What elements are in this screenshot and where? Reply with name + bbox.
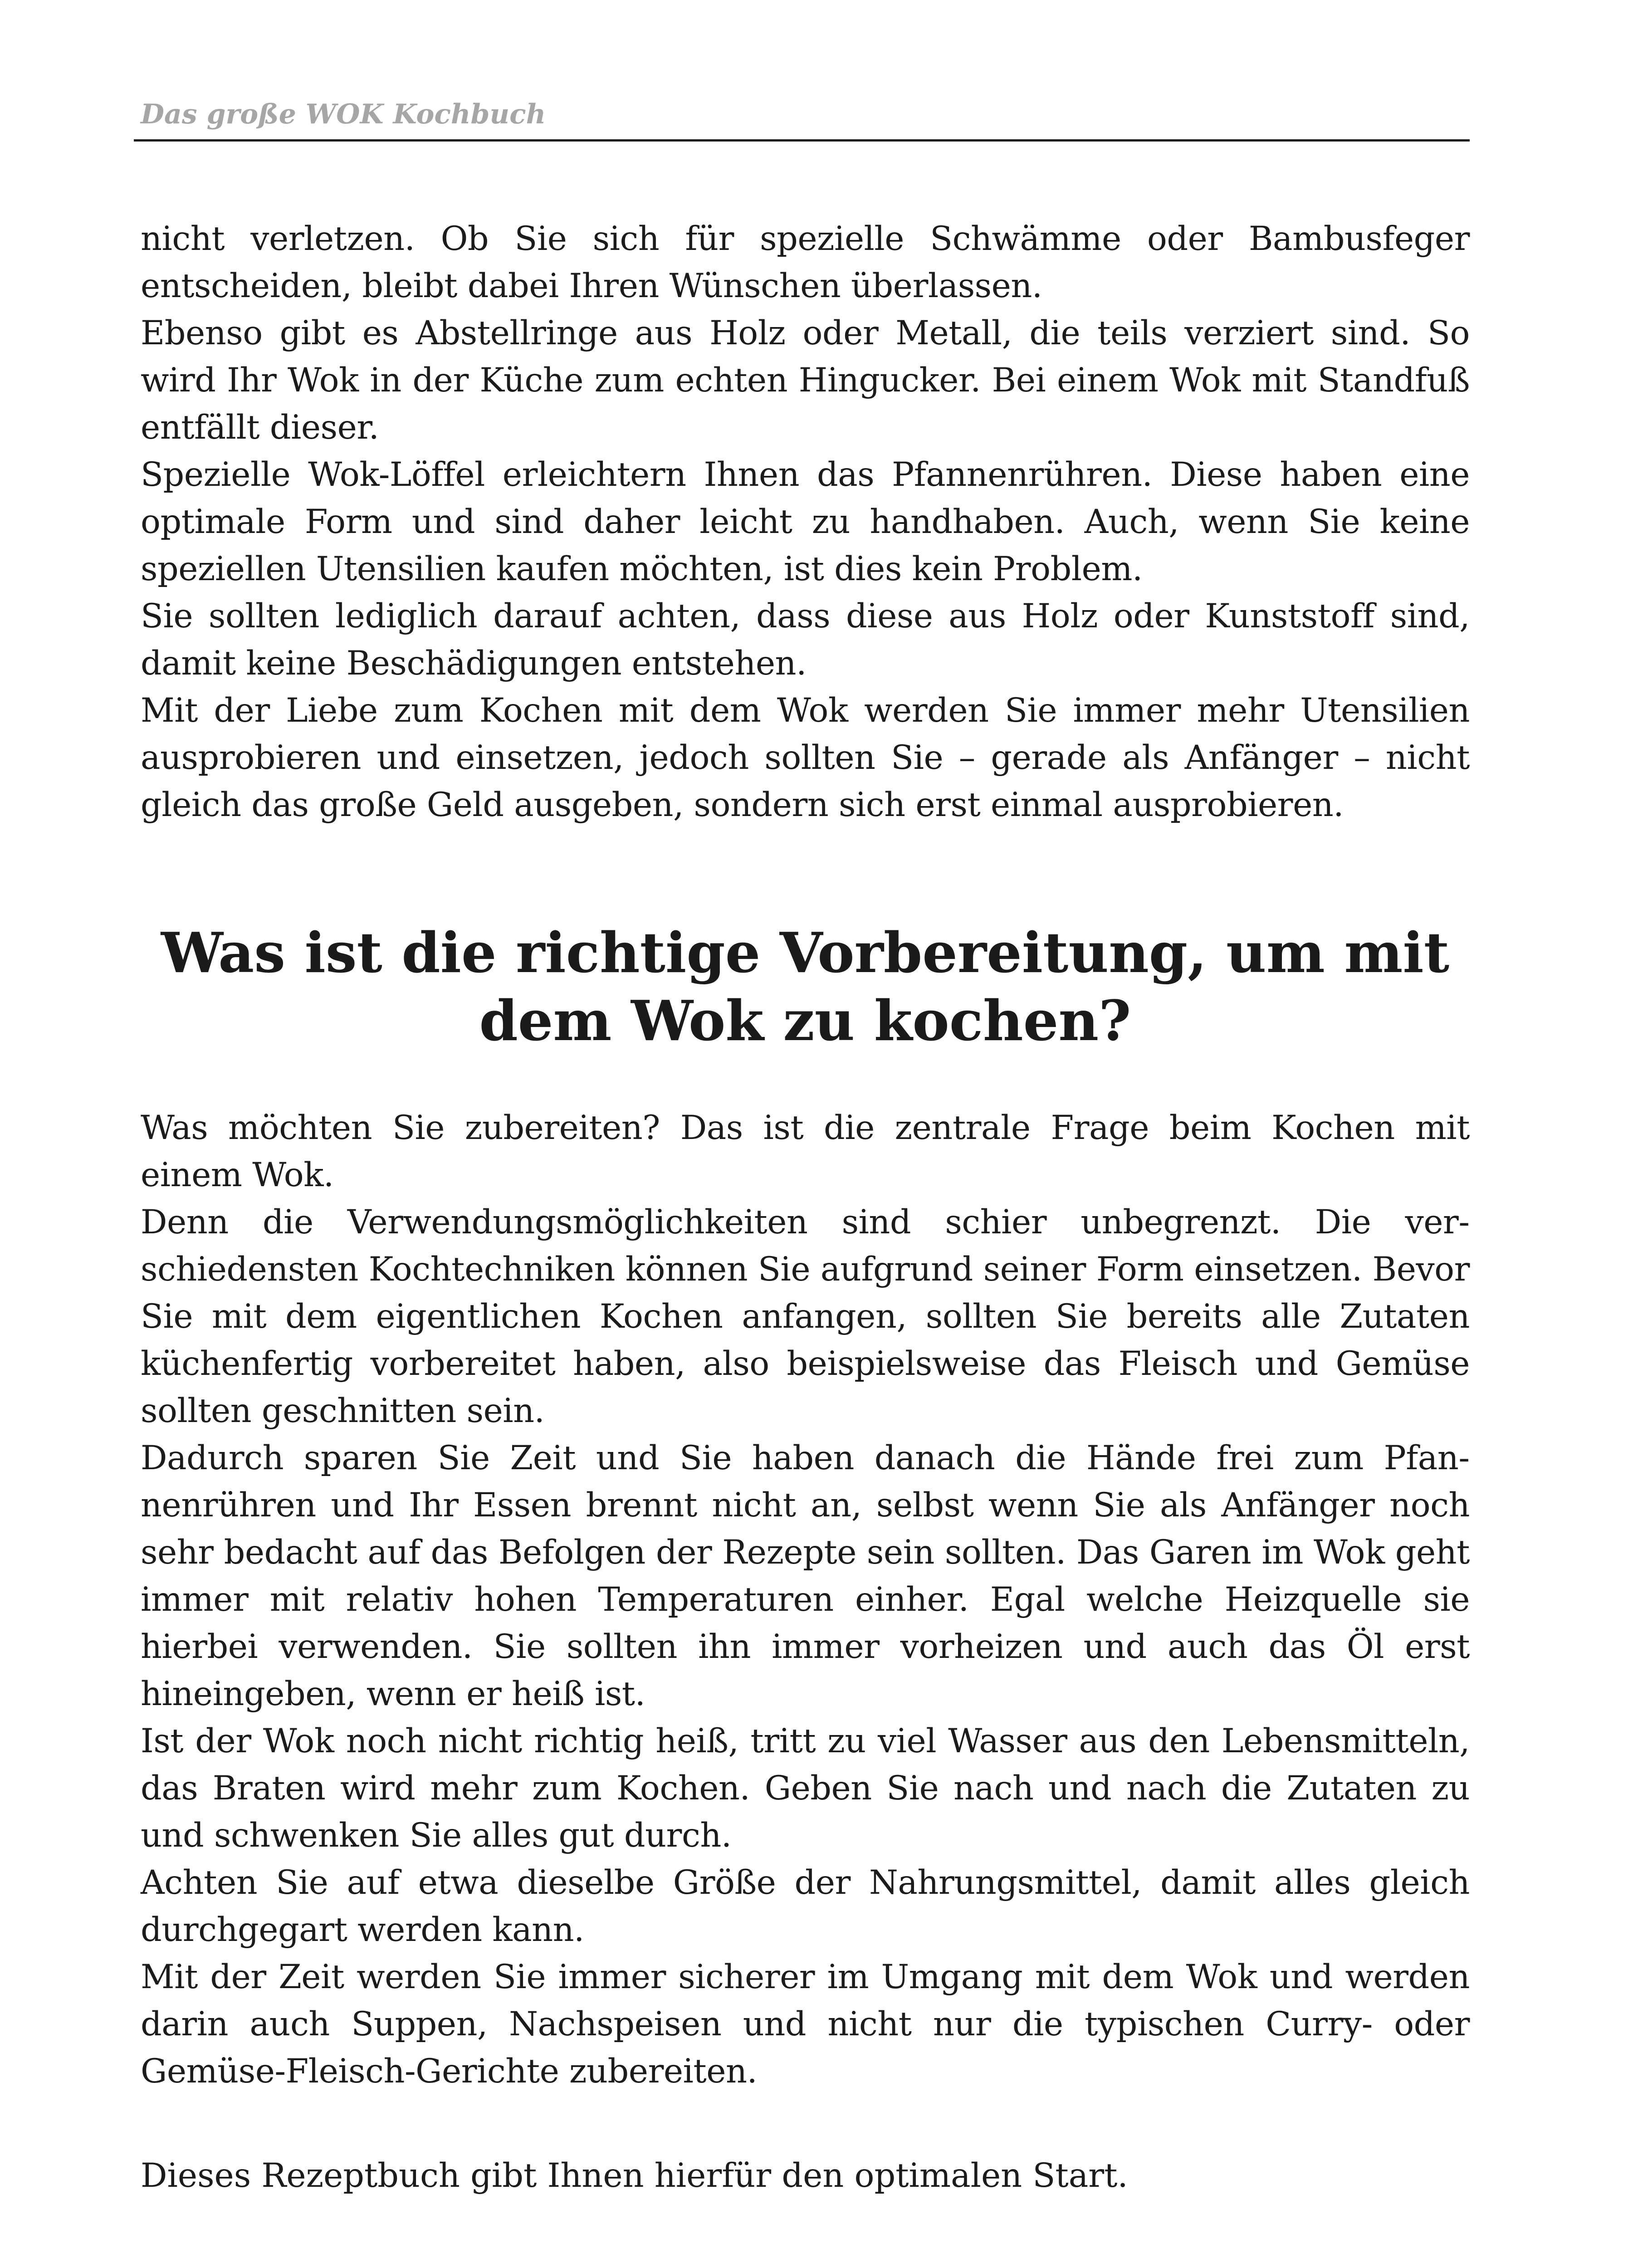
preparation-text-block xyxy=(141,1105,1470,2095)
paragraph: Spezielle Wok-Löffel erleichtern Ihnen das Pfannenrühren. Diese haben eine optimale Form und sind daher leicht zu handhaben. Auch, wenn Sie keine speziellen Utensilien kaufen möchten, ist dies kein Problem. xyxy=(141,455,1470,588)
section-heading: Was ist die richtige Vorbereitung, um mit dem Wok zu kochen? xyxy=(161,920,1450,1053)
intro-text-block xyxy=(141,215,1470,829)
running-header: Das große WOK Kochbuch xyxy=(141,98,546,130)
paragraph: Mit der Liebe zum Kochen mit dem Wok werden Sie immer mehr Utensilien ausprobieren und einsetzen, jedoch sollten Sie – gerade als Anfänger – nicht gleich das große Geld ausgeben, sondern sich erst einmal ausprobieren. xyxy=(141,691,1470,824)
closing-sentence: Dieses Rezeptbuch gibt Ihnen hierfür den optimalen Start. xyxy=(141,2156,1128,2195)
paragraph: Dadurch sparen Sie Zeit und Sie haben danach die Hände frei zum Pfannenrühren und Ihr Essen brennt nicht an, selbst wenn Sie als Anfänger noch sehr bedacht auf das Befolgen der Rezepte sein sollten. Das Garen im Wok geht immer mit relativ hohen Temperaturen einher. Egal welche Heizquelle sie hierbei verwenden. Sie sollten ihn immer vorheizen und auch das Öl erst hineingeben, wenn er heiß ist. xyxy=(141,1439,1470,1713)
paragraph: nicht verletzen. Ob Sie sich für spezielle Schwämme oder Bambusfeger entscheiden, bleibt dabei Ihren Wünschen überlassen. xyxy=(141,220,1470,305)
paragraph: Ist der Wok noch nicht richtig heiß, tritt zu viel Wasser aus den Lebensmitteln, das Braten wird mehr zum Kochen. Geben Sie nach und nach die Zutaten zu und schwenken Sie alles gut durch. xyxy=(141,1722,1470,1855)
paragraph: Sie sollten lediglich darauf achten, dass diese aus Holz oder Kunststoff sind, damit keine Beschädigungen entstehen. xyxy=(141,597,1470,683)
paragraph: Mit der Zeit werden Sie immer sicherer im Umgang mit dem Wok und werden darin auch Suppen, Nachspeisen und nicht nur die typischen Curry- oder Gemüse-Fleisch-Gerichte zubereiten. xyxy=(141,1958,1470,2091)
header-rule xyxy=(134,139,1470,142)
paragraph: Achten Sie auf etwa dieselbe Größe der Nahrungsmittel, damit alles gleich durchgegart werden kann. xyxy=(141,1863,1470,1949)
paragraph: Ebenso gibt es Abstellringe aus Holz oder Metall, die teils verziert sind. So wird Ihr Wok in der Küche zum echten Hingucker. Bei einem Wok mit Standfuß entfällt dieser. xyxy=(141,314,1470,447)
paragraph: Was möchten Sie zubereiten? Das ist die zentrale Frage beim Kochen mit einem Wok. xyxy=(141,1109,1470,1194)
paragraph: Denn die Verwendungsmöglichkeiten sind schier unbegrenzt. Die verschiedensten Kochtechniken können Sie aufgrund seiner Form einsetzen. Bevor Sie mit dem eigentlichen Kochen anfangen, sollten Sie bereits alle Zutaten küchenfertig vorbereitet haben, also beispielsweise das Fleisch und Gemüse sollten geschnitten sein. xyxy=(141,1203,1470,1430)
